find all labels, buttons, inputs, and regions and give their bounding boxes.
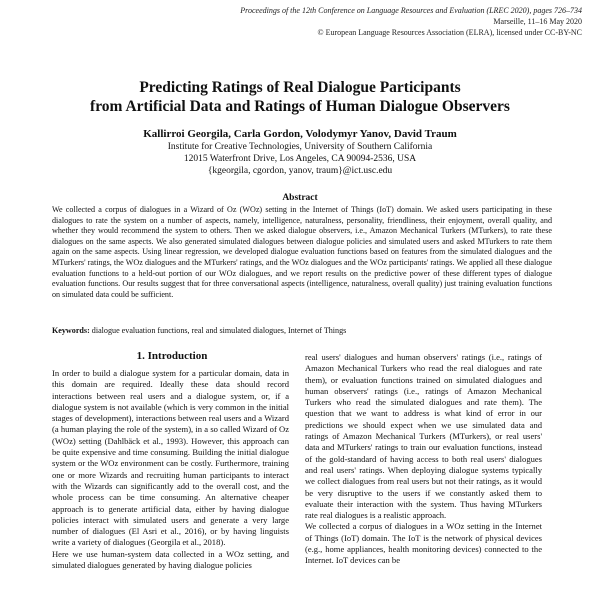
keywords	[52, 326, 552, 337]
proceedings-line: Proceedings of the 12th Conference on Language Resources and Evaluation (LREC 2020), pages 726–734	[240, 6, 582, 15]
title-line-2: from Artificial Data and Ratings of Human Dialogue Observers	[90, 98, 510, 115]
proceedings-header	[162, 5, 582, 38]
keywords-text: dialogue evaluation functions, real and simulated dialogues, Internet of Things	[89, 326, 347, 335]
author-list: Kallirroi Georgila, Carla Gordon, Volodymyr Yanov, David Traum	[143, 128, 457, 140]
intro-paragraph-4: We collected a corpus of dialogues in a WOz setting in the Internet of Things (IoT) domain. The IoT is the network of physical devices (e.g., home appliances, health monitoring devices) connected to the Internet. IoT devices can be	[305, 521, 542, 566]
intro-paragraph-2: Here we use human-system data collected in a WOz setting, and simulated dialogues generated by having dialogue policies	[52, 548, 289, 571]
title-line-1: Predicting Ratings of Real Dialogue Participants	[139, 79, 461, 96]
left-column	[52, 368, 289, 571]
section-heading-introduction: 1. Introduction	[136, 350, 208, 362]
affiliation	[30, 141, 570, 177]
institute-line: Institute for Creative Technologies, University of Southern California	[167, 142, 433, 152]
intro-paragraph-3: real users' dialogues and human observers' ratings (i.e., ratings of Amazon Mechanical Turkers who read the real dialogues and rate them), or evaluation functions trained on simulated dialogues and human observers' ratings (i.e., ratings of Amazon Mechanical Turkers who read the simulated dialogues and rate them). The question that we want to address is what kind of error in our predictions we should expect when we use simulated data and ratings of Amazon Mechanical Turkers (MTurkers), or real users' data and MTurkers' ratings to train our evaluation functions, instead of the gold-standard of having access to both real users' dialogues and real users' ratings. When deploying dialogue systems typically we collect dialogues from real users but not their ratings, as it would be very disruptive to the users if we constantly asked them to evaluate their interaction with the system. Thus having MTurkers rate real dialogues is a realistic approach.	[305, 352, 542, 521]
keywords-label: Keywords:	[52, 326, 90, 335]
abstract-heading: Abstract	[282, 193, 318, 203]
address-line: 12015 Waterfront Drive, Los Angeles, CA 90094-2536, USA	[183, 154, 417, 164]
abstract-text: We collected a corpus of dialogues in a Wizard of Oz (WOz) setting in the Internet of Things (IoT) domain. We asked users participating in these dialogues to rate the system on a number of aspects, namely, intelligence, naturalness, personality, friendliness, their enjoyment, overall quality, and whether they would recommend the system to others. Then we asked dialogue observers, i.e., Amazon Mechanical Turkers (MTurkers), to rate these dialogues on the same aspects. We also generated simulated dialogues between dialogue policies and simulated users and asked MTurkers to rate them again on the same aspects. Using linear regression, we developed dialogue evaluation functions based on features from the simulated dialogues and the MTurkers' ratings, the WOz dialogues and the MTurkers' ratings, and the WOz dialogues and the WOz participants' ratings. We applied all these dialogue evaluation functions to a held-out portion of our WOz dialogues, and we report results on the predictive power of these different types of dialogue evaluation functions. Our results suggest that for three conversational aspects (intelligence, naturalness, overall quality) just training evaluation functions on simulated data could be sufficient.	[52, 205, 552, 299]
intro-paragraph-1: In order to build a dialogue system for a particular domain, data in this domain are required. Ideally these data should record interactions between real users and a dialogue system, or, if a dialogue system is not available (which is very common in the initial stages of development), interactions between real users and a Wizard (a human playing the role of the system), in a so called Wizard of Oz (WOz) setting (Dahlbäck et al., 1993). However, this approach can be quite expensive and time consuming. Building the initial dialogue system or the WOz environment can be costly. Furthermore, training one or more Wizards and recruiting human participants to interact with the Wizards can significantly add to the overall cost, and the whole process can be time consuming. An alternative cheaper approach is to generate artificial data, either by having dialogue policies interact with simulated users and generate a very large number of dialogues (El Asri et al., 2016), or by having linguists write a variety of dialogues (Georgila et al., 2018).	[52, 368, 289, 548]
license-line: © European Language Resources Association (ELRA), licensed under CC-BY-NC	[317, 28, 582, 37]
paper-title	[30, 78, 570, 116]
right-column	[305, 352, 542, 567]
location-line: Marseille, 11–16 May 2020	[493, 17, 582, 26]
emails-line: {kgeorgila, cgordon, yanov, traum}@ict.usc.edu	[207, 166, 393, 176]
